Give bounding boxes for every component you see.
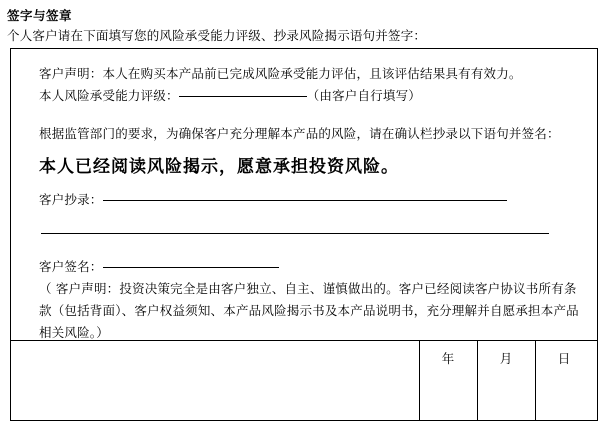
signature-note-open [279,259,300,274]
date-day-cell[interactable] [535,347,593,367]
signature-box-content [39,63,579,344]
date-year-cell[interactable] [419,347,477,367]
signature-input[interactable] [103,267,279,268]
spacer [39,145,579,154]
date-row-divider [11,340,597,341]
risk-grade-hint: （由客户自行填写） [306,88,422,103]
requirement-line: 根据监管部门的要求，为确保客户充分理解本产品的风险，请在确认栏抄录以下语句并签名： [39,126,560,141]
transcribe-row [39,189,579,211]
customer-declaration-note: （ 客户声明：投资决策完全是由客户独立、自主、谨慎做出的。客户已经阅读客户协议书所有条款（包括背面）、客户权益须知、本产品风险揭示书及本产品说明书，充分理解并自愿承担本产品相关风险。） [39,281,579,340]
transcribe-label: 客户抄录： [39,192,103,207]
risk-grade-row [39,85,579,107]
date-day-label: 日 [557,351,571,366]
intro-text: 个人客户请在下面填写您的风险承受能力评级、抄录风险揭示语句并签字： [7,28,427,43]
pledge-statement: 本人已经阅读风险揭示，愿意承担投资风险。 [39,157,399,177]
date-month-label: 月 [499,351,513,366]
spacer [39,234,579,256]
signature-box [10,48,598,421]
date-fields [419,347,593,367]
customer-statement-line: 客户声明：本人在购买本产品前已完成风险承受能力评估，且该评估结果具有有效力。 [39,66,522,81]
transcribe-input[interactable] [103,200,507,201]
spacer [39,107,579,123]
date-month-cell[interactable] [477,347,535,367]
page-title: 签字与签章 [7,8,73,23]
signature-label: 客户签名： [39,259,103,274]
risk-grade-label: 本人风险承受能力评级： [39,88,179,103]
spacer [39,180,579,189]
risk-grade-input[interactable] [179,96,307,97]
signature-row [39,256,579,278]
date-year-label: 年 [441,351,455,366]
